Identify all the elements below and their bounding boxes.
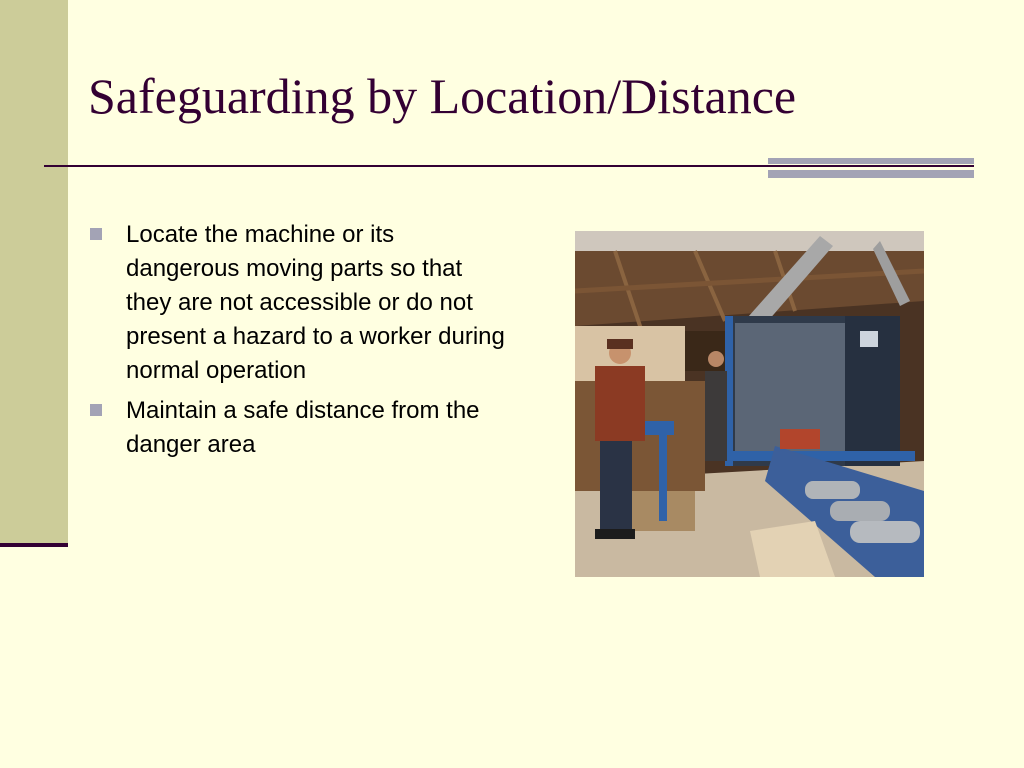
bullet-text: Locate the machine or its dangerous moving parts so that they are not accessible or do not present a hazard to a worker during normal operation: [126, 221, 505, 384]
bullet-item: [88, 218, 508, 388]
title-divider: [44, 165, 974, 167]
slide-title: Safeguarding by Location/Distance: [88, 68, 797, 124]
left-band-rule: [0, 543, 68, 547]
left-decorative-band: [0, 0, 68, 545]
bullet-item: [88, 394, 508, 462]
sawmill-photo: [575, 231, 924, 577]
square-bullet-icon: [90, 228, 102, 240]
bullet-list: [88, 218, 508, 468]
accent-bar-bottom: [768, 170, 974, 178]
accent-bar-top: [768, 158, 974, 164]
bullet-text: Maintain a safe distance from the danger area: [126, 397, 480, 458]
square-bullet-icon: [90, 404, 102, 416]
